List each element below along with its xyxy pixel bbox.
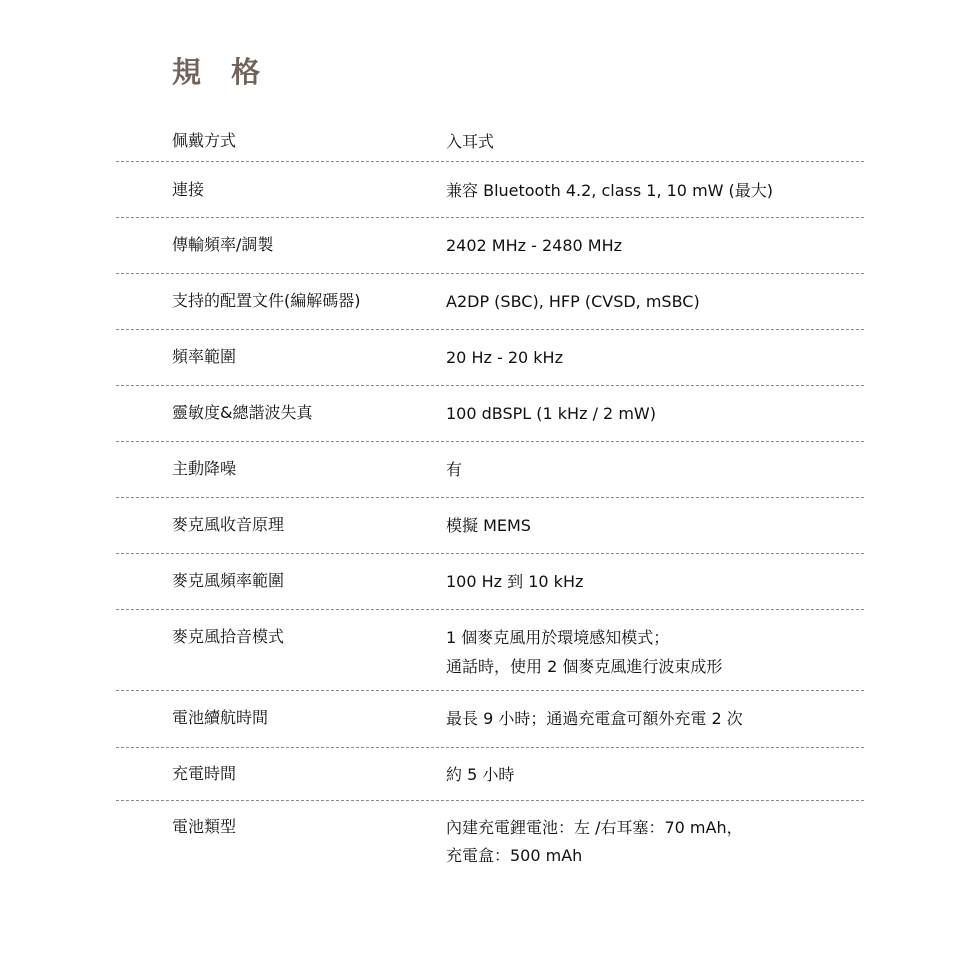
spec-label: 傳輸頻率/調製 [172, 235, 274, 254]
spec-row-connection [116, 162, 864, 218]
spec-row-charging-time [116, 748, 864, 801]
spec-row-mic-principle [116, 498, 864, 554]
spec-label: 麥克風頻率範圍 [172, 571, 285, 590]
spec-label: 電池類型 [172, 817, 237, 836]
spec-value: 100 Hz 到 10 kHz [446, 572, 584, 591]
spec-value-line2: 通話時，使用 2 個麥克風進行波束成形 [446, 657, 723, 676]
spec-label: 靈敏度&總諧波失真 [172, 403, 313, 422]
spec-row-anc [116, 442, 864, 498]
spec-label: 電池續航時間 [172, 708, 269, 727]
spec-value: 2402 MHz - 2480 MHz [446, 236, 623, 255]
spec-row-mic-frequency [116, 554, 864, 610]
spec-label: 充電時間 [172, 764, 237, 783]
spec-row-battery-type [116, 801, 864, 871]
spec-label: 麥克風拾音模式 [172, 627, 285, 646]
spec-value: 入耳式 [446, 132, 495, 151]
spec-value: 模擬 MEMS [446, 516, 531, 535]
spec-label: 頻率範圍 [172, 347, 237, 366]
page-title: 規 格 [172, 55, 271, 89]
spec-value: 內建充電鋰電池：左 /右耳塞：70 mAh， [446, 818, 743, 837]
spec-row-battery-life [116, 691, 864, 748]
spec-value-line2: 充電盒：500 mAh [446, 846, 583, 865]
spec-label: 佩戴方式 [172, 131, 237, 150]
spec-row-profiles [116, 274, 864, 330]
spec-label: 支持的配置文件(編解碼器) [172, 291, 361, 310]
spec-row-frequency-range [116, 330, 864, 386]
spec-label: 連接 [172, 180, 205, 199]
spec-row-sensitivity [116, 386, 864, 442]
spec-label: 主動降噪 [172, 459, 237, 478]
spec-value: 兼容 Bluetooth 4.2, class 1, 10 mW (最大) [446, 181, 774, 200]
spec-row-mic-pickup [116, 610, 864, 691]
spec-value: 有 [446, 460, 463, 479]
spec-value: 約 5 小時 [446, 765, 515, 784]
spec-label: 麥克風收音原理 [172, 515, 285, 534]
spec-value: 1 個麥克風用於環境感知模式； [446, 628, 670, 647]
spec-row-transmission [116, 218, 864, 274]
spec-value: 最長 9 小時；通過充電盒可額外充電 2 次 [446, 709, 743, 728]
spec-value: 20 Hz - 20 kHz [446, 348, 563, 367]
spec-row-wearing [116, 130, 864, 162]
spec-value: 100 dBSPL (1 kHz / 2 mW) [446, 404, 656, 423]
spec-value: A2DP (SBC), HFP (CVSD, mSBC) [446, 292, 700, 311]
